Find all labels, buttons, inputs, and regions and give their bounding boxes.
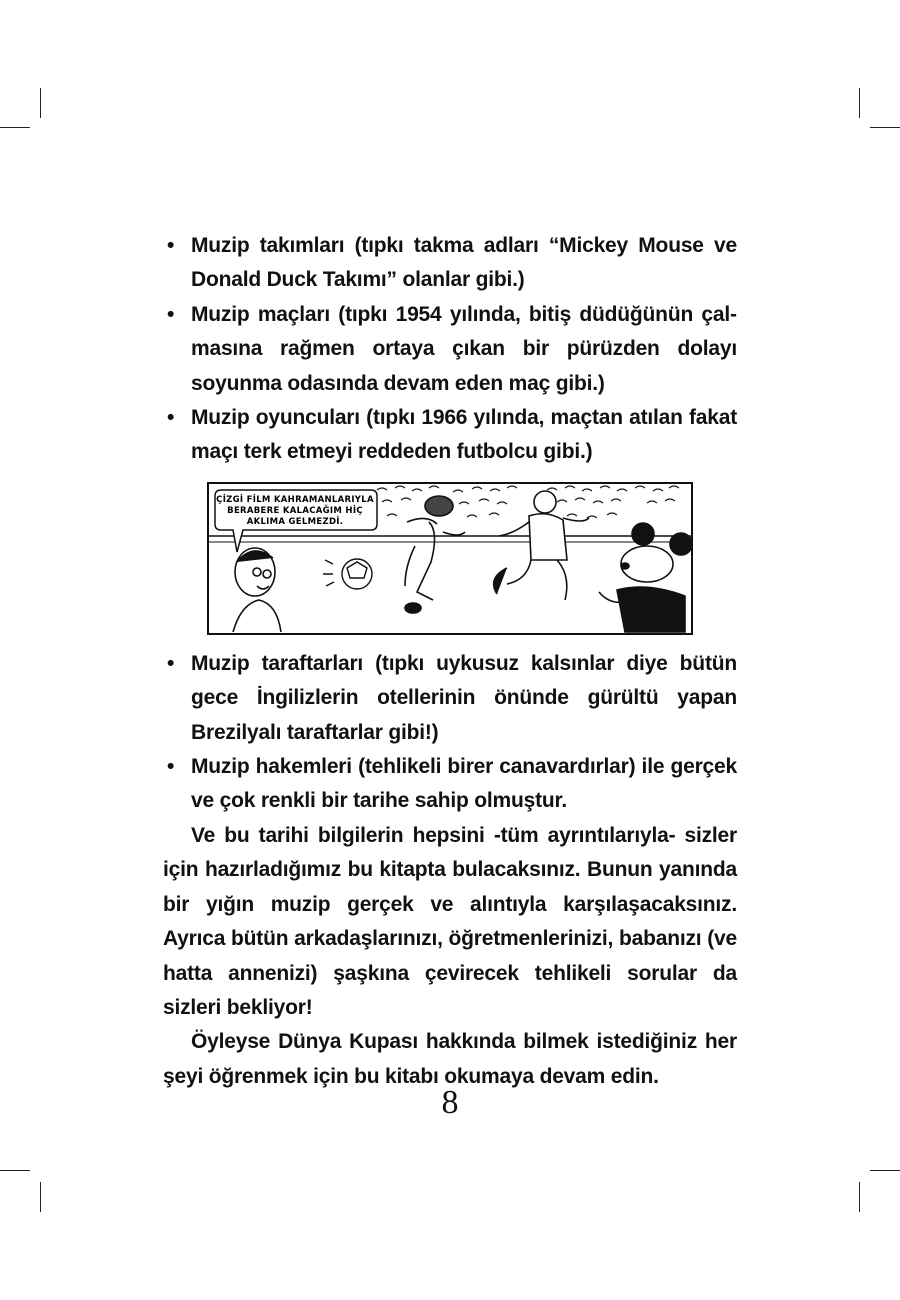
crop-mark (870, 1170, 900, 1171)
crop-mark (40, 1182, 41, 1212)
list-item-text: Muzip maçları (tıpkı 1954 yılında, bitiş düdüğünün çalmasına rağmen ortaya çıkan bir pürüzden dolayı soyunma odasında devam eden maç gibi.) (191, 302, 737, 395)
bullet-marker: • (167, 651, 175, 675)
list-item-text: Muzip hakemleri (tehlikeli birer canavardırlar) ile gerçek ve çok renkli bir tarihe sahip olmuştur. (191, 755, 737, 813)
crop-mark (859, 88, 860, 118)
crop-mark (870, 127, 900, 128)
page-body (163, 229, 737, 1094)
bullet-marker: • (167, 302, 175, 326)
list-item (163, 401, 737, 470)
speech-line: BERABERE KALACAĞIM HİÇ (227, 505, 363, 516)
page-number: 8 (441, 1084, 459, 1121)
list-item (163, 229, 737, 298)
speech-line: ÇİZGİ FİLM KAHRAMANLARIYLA (216, 494, 374, 505)
bullet-list-top (163, 229, 737, 470)
list-item (163, 647, 737, 750)
list-item-text: Muzip takımları (tıpkı takma adları “Mickey Mouse ve Donald Duck Takımı” olanlar gibi.) (191, 234, 737, 292)
crop-mark (0, 127, 30, 128)
list-item-text: Muzip oyuncuları (tıpkı 1966 yılında, maçtan atılan fakat maçı terk etmeyi reddeden futbolcu gibi.) (191, 406, 737, 464)
list-item (163, 298, 737, 401)
crop-mark (40, 88, 41, 118)
list-item-text: Muzip taraftarları (tıpkı uykusuz kalsınlar diye bütün gece İngilizlerin otellerinin önünde gürültü yapan Brezilyalı taraftarlar gibi!) (191, 651, 737, 744)
speech-line: AKLIMA GELMEZDİ. (246, 516, 344, 527)
bullet-marker: • (167, 406, 175, 430)
body-paragraph: Ve bu tarihi bilgilerin hepsini -tüm ayrıntılarıyla- sizler için hazırladığımız bu kitapta bulacaksınız. Bunun yanında bir yığın muzip gerçek ve alıntıyla karşılaşacaksınız. Ayrıca bütün arkadaşlarınızı, öğretmenlerinizi, babanızı (ve hatta annenizi) şaşkına çevirecek tehlikeli sorular da sizleri bekliyor! (163, 823, 737, 1019)
crop-mark (0, 1170, 30, 1171)
body-paragraph: Öyleyse Dünya Kupası hakkında bilmek istediğiniz her şeyi öğrenmek için bu kitabı okumaya devam edin. (163, 1030, 737, 1088)
crop-mark (859, 1182, 860, 1212)
bullet-list-bottom (163, 647, 737, 819)
bullet-marker: • (167, 234, 175, 257)
list-item (163, 750, 737, 819)
cartoon-illustration (207, 482, 693, 635)
bullet-marker: • (167, 755, 175, 779)
